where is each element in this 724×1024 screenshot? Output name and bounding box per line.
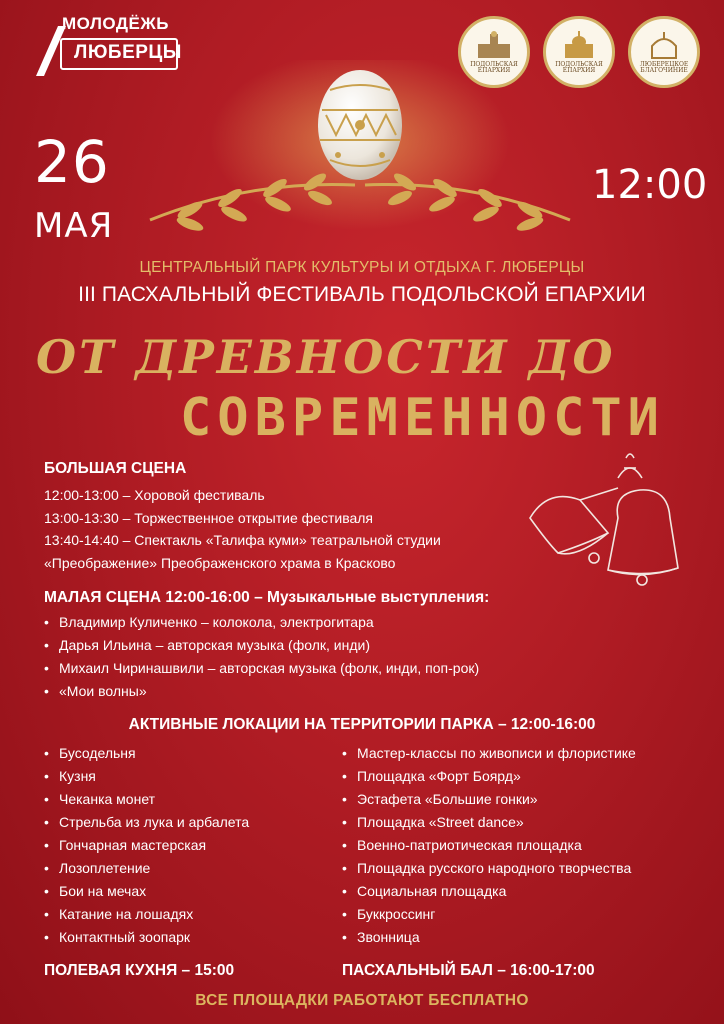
list-item: • Социальная площадка [342, 880, 712, 903]
event-month: МАЯ [34, 206, 114, 246]
dome-icon [644, 30, 684, 60]
list-item: • Михаил Чиринашвили – авторская музыка (фолк, инди, поп-рок) [44, 657, 704, 680]
big-stage-section [44, 460, 514, 574]
small-stage-section [44, 589, 704, 703]
list-item: • «Мои волны» [44, 680, 704, 703]
title-line-1: ОТ ДРЕВНОСТИ ДО [36, 330, 616, 384]
active-locations-heading: АКТИВНЫЕ ЛОКАЦИИ НА ТЕРРИТОРИИ ПАРКА – 12:00-16:00 [128, 716, 596, 733]
badge-3-text: ЛЮБЕРЕЦКОЕ БЛАГОЧИНИЕ [639, 60, 689, 74]
badge-2-text: ПОДОЛЬСКАЯ ЕПАРХИЯ [555, 60, 603, 74]
list-item: • Эстафета «Большие гонки» [342, 788, 712, 811]
easter-egg-illustration [130, 60, 590, 260]
festival-name: III ПАСХАЛЬНЫЙ ФЕСТИВАЛЬ ПОДОЛЬСКОЙ ЕПАРХИИ [78, 283, 646, 306]
big-stage-line: «Преображение» Преображенского храма в Красково [44, 554, 396, 571]
list-item: • Катание на лошадях [44, 903, 334, 926]
field-kitchen: ПОЛЕВАЯ КУХНЯ – 15:00 [44, 962, 235, 979]
list-item: • Площадка «Street dance» [342, 811, 712, 834]
big-stage-line: 12:00-13:00 – Хоровой фестиваль [44, 487, 265, 503]
small-stage-list [44, 611, 704, 703]
big-stage-line: 13:40-14:40 – Спектакль «Талифа куми» театральной студии [44, 532, 441, 548]
list-item: • Военно-патриотическая площадка [342, 834, 712, 857]
bells-icon [518, 448, 693, 588]
venue-text: ЦЕНТРАЛЬНЫЙ ПАРК КУЛЬТУРЫ И ОТДЫХА Г. ЛЮБЕРЦЫ [139, 259, 585, 276]
list-item: • Площадка русского народного творчества [342, 857, 712, 880]
deanery-badge [628, 16, 700, 88]
list-item: • Буккроссинг [342, 903, 712, 926]
badge-1-text: ПОДОЛЬСКАЯ ЕПАРХИЯ [470, 60, 518, 74]
event-time: 12:00 [592, 162, 708, 208]
title-line-2: СОВРЕМЕННОСТИ [180, 388, 665, 448]
list-item: • Кузня [44, 765, 334, 788]
list-item: • Лозоплетение [44, 857, 334, 880]
active-locations-left [44, 742, 334, 949]
free-entry-note: ВСЕ ПЛОЩАДКИ РАБОТАЮТ БЕСПЛАТНО [195, 992, 529, 1009]
list-item: • Площадка «Форт Боярд» [342, 765, 712, 788]
easter-ball: ПАСХАЛЬНЫЙ БАЛ – 16:00-17:00 [342, 962, 595, 979]
list-item: • Владимир Куличенко – колокола, электрогитара [44, 611, 704, 634]
church-icon [474, 30, 514, 60]
list-item: • Стрельба из лука и арбалета [44, 811, 334, 834]
list-item: • Бусодельня [44, 742, 334, 765]
list-item: • Гончарная мастерская [44, 834, 334, 857]
active-locations-right [342, 742, 712, 949]
list-item: • Звонница [342, 926, 712, 949]
list-item: • Чеканка монет [44, 788, 334, 811]
small-stage-heading: МАЛАЯ СЦЕНА 12:00-16:00 – Музыкальные выступления: [44, 589, 490, 606]
list-item: • Контактный зоопарк [44, 926, 334, 949]
logo-bottom-text: ЛЮБЕРЦЫ [74, 42, 182, 63]
list-item: • Дарья Ильина – авторская музыка (фолк, инди) [44, 634, 704, 657]
big-stage-heading: БОЛЬШАЯ СЦЕНА [44, 460, 187, 477]
cathedral-icon [559, 30, 599, 60]
event-day: 26 [34, 128, 110, 196]
list-item: • Мастер-классы по живописи и флористике [342, 742, 712, 765]
big-stage-line: 13:00-13:30 – Торжественное открытие фестиваля [44, 509, 374, 526]
list-item: • Бои на мечах [44, 880, 334, 903]
logo-top-text: МОЛОДЁЖЬ [62, 14, 169, 33]
